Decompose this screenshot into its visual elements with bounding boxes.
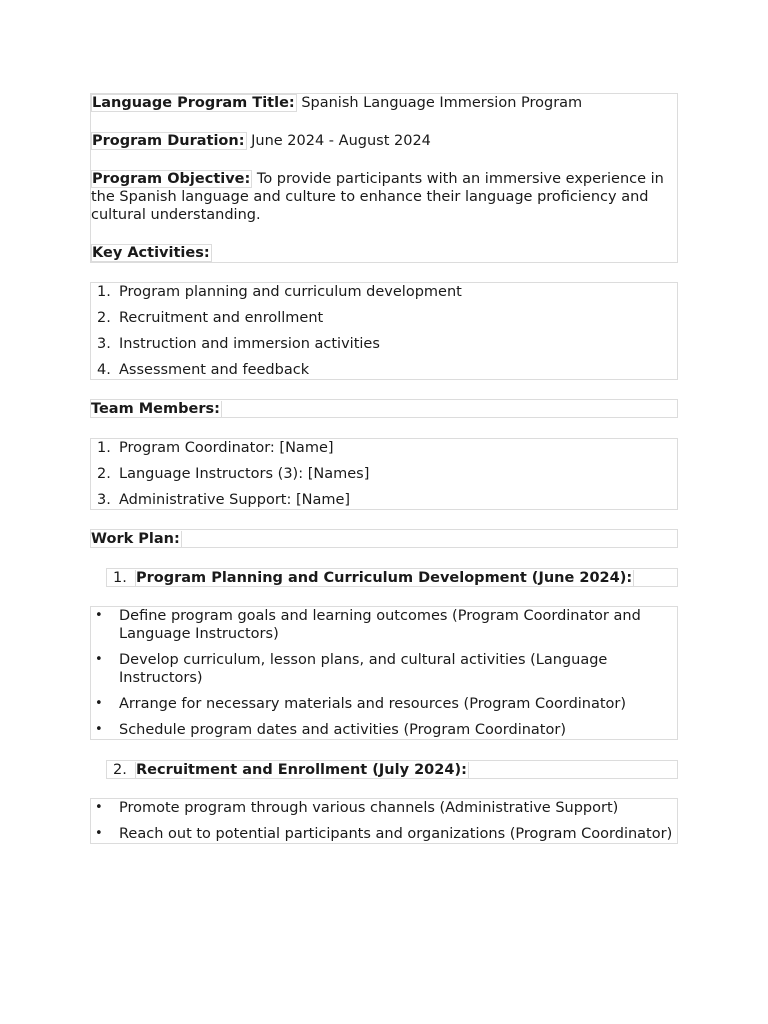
program-objective-line bbox=[91, 170, 677, 224]
program-title-line bbox=[91, 94, 677, 112]
work-plan-phase-2: 2. Recruitment and Enrollment (July 2024): bbox=[106, 760, 678, 779]
list-item: • Promote program through various channels (Administrative Support) bbox=[95, 800, 619, 816]
program-title-label: Language Program Title: bbox=[92, 95, 295, 111]
phase-1-task-list bbox=[90, 606, 678, 740]
bullet-icon: • bbox=[95, 696, 103, 711]
list-item: 1. Program Coordinator: [Name] bbox=[97, 440, 334, 456]
bullet-icon: • bbox=[95, 722, 103, 737]
key-activities-list bbox=[90, 282, 678, 380]
bullet-icon: • bbox=[95, 800, 103, 815]
list-item: • Define program goals and learning outcomes (Program Coordinator and Language Instructors) bbox=[95, 608, 641, 642]
phase-title: Program Planning and Curriculum Development (June 2024): bbox=[136, 570, 633, 586]
team-members-label: Team Members: bbox=[91, 401, 220, 417]
key-activities-heading-line bbox=[91, 244, 677, 262]
work-plan-phase-1: 1. Program Planning and Curriculum Development (June 2024): bbox=[106, 568, 678, 587]
program-overview bbox=[90, 93, 678, 263]
work-plan-heading bbox=[90, 529, 678, 548]
document bbox=[90, 93, 678, 844]
bullet-icon: • bbox=[95, 652, 103, 667]
phase-title: Recruitment and Enrollment (July 2024): bbox=[136, 762, 467, 778]
team-members-list bbox=[90, 438, 678, 510]
program-objective-value: To provide participants with an immersive experience in the Spanish language and culture to enhance their language proficiency and cultural understanding. bbox=[91, 171, 664, 223]
bullet-icon: • bbox=[95, 826, 103, 841]
program-duration-label: Program Duration: bbox=[92, 133, 245, 149]
list-item: • Reach out to potential participants and organizations (Program Coordinator) bbox=[95, 826, 673, 842]
list-item: 2. Recruitment and enrollment bbox=[97, 310, 324, 326]
list-item: • Develop curriculum, lesson plans, and cultural activities (Language Instructors) bbox=[95, 652, 608, 686]
program-duration-line bbox=[91, 132, 677, 150]
list-item: 1. Program planning and curriculum development bbox=[97, 284, 462, 300]
list-item: • Arrange for necessary materials and resources (Program Coordinator) bbox=[95, 696, 627, 712]
list-item: • Schedule program dates and activities (Program Coordinator) bbox=[95, 722, 566, 738]
work-plan-label: Work Plan: bbox=[91, 531, 180, 547]
bullet-icon: • bbox=[95, 608, 103, 623]
program-title-value: Spanish Language Immersion Program bbox=[301, 95, 583, 111]
list-item: 4. Assessment and feedback bbox=[97, 362, 310, 378]
key-activities-label: Key Activities: bbox=[92, 245, 210, 261]
list-item: 3. Instruction and immersion activities bbox=[97, 336, 380, 352]
program-duration-value: June 2024 - August 2024 bbox=[251, 133, 431, 149]
list-item: 2. Language Instructors (3): [Names] bbox=[97, 466, 370, 482]
phase-2-task-list bbox=[90, 798, 678, 844]
team-members-heading bbox=[90, 399, 678, 418]
list-item: 3. Administrative Support: [Name] bbox=[97, 492, 351, 508]
program-objective-label: Program Objective: bbox=[92, 171, 251, 187]
